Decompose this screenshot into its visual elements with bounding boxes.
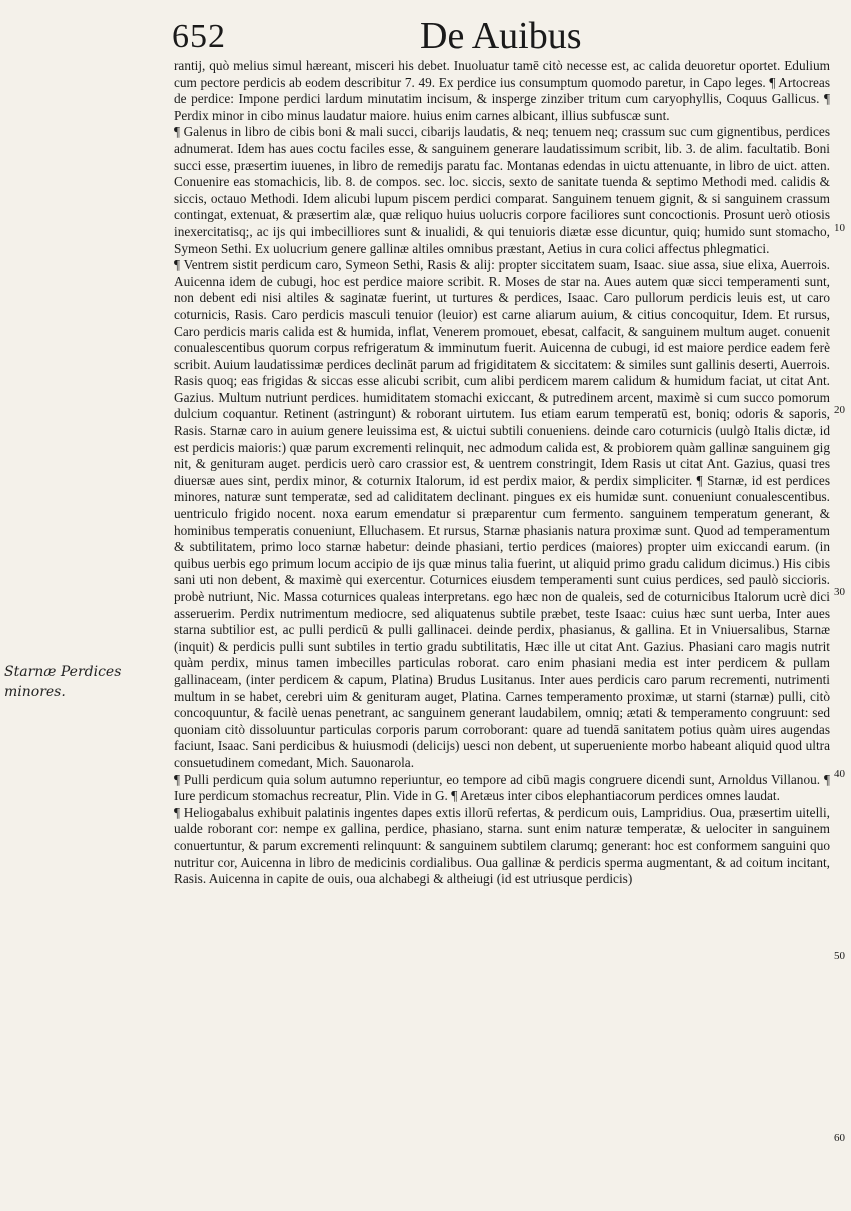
line-number: 40 — [834, 768, 845, 780]
line-number: 10 — [834, 222, 845, 234]
line-number: 20 — [834, 404, 845, 416]
paragraph: ¶ Pulli perdicum quia solum autumno reperiuntur, eo tempore ad cibū magis congruere dicendi sunt, Arnoldus Villanou. ¶ Iure perdicum stomachus recreatur, Plin. Vide in G. ¶ Aretæus inter cibos elephantiacorum perdices omnes laudat. — [174, 771, 830, 804]
line-number: 60 — [834, 1132, 845, 1144]
page-header — [172, 14, 832, 58]
paragraph: rantij, quò melius simul hæreant, misceri his debet. Inuoluatur tamē citò necesse est, ac calida deuoretur oportet. Edulium cum pectore perdicis ab eodem describitur 7. 49. Ex perdice ius consumptum quomodo paretur, in Capo leges. ¶ Artocreas de perdice: Impone perdici lardum minutatim incisum, & insperge zinziber tritum cum caryophyllis, Coquus Gallicus. ¶ Perdix minor in cibo minus laudatur maiore. huius enim carnes albicant, illius subfuscæ sunt. — [174, 58, 830, 123]
paragraph: ¶ Ventrem sistit perdicum caro, Symeon Sethi, Rasis & alij: propter siccitatem suam, Isaac. siue assa, siue elixa, Auerrois. Auicenna idem de cubugi, hoc est perdice maiore scribit. R. Moses de star na. Aues autem quæ sicci temperamenti sunt, non debent edi nisi altiles & saginatæ fuerint, ut turtures & perdices, Isaac. Caro pullorum perdicis leuis est, ut caro coturnicis, Rasis. Caro perdicis masculi tenuior (leuior) est carne aliarum auium, & citius concoquitur, Idem. Et rursus, Caro perdicis maris calida est & humida, inflat, Venerem promouet, ebesat, calfacit, & sanguinem multum auget. conuenit conualescentibus quorum corpus refrigeratum & imminutum fuerit. Auicenna de cubugi, id est maiore perdice eadem ferè scribit. Auium laudatissimæ perdices declināt parum ad frigiditatem & siccitatem: & similes sunt gallinis deserti, Auerrois. Rasis quoq; eas frigidas & siccas esse alicubi scribit, cum alibi perdicem marem calidum & humidum faciat, ut citat Ant. Gazius. Multum nutriunt perdices. humiditatem stomachi exiccant, & putredinem arcent, maximè si cum succo pomorum dulcium coquantur. Retinent (astringunt) & roborant uirtutem. Ius etiam earum temperatū est, boniq; odoris & saporis, Rasis. Starnæ caro in auium genere leuissima est, & uictui subtili conueniens. deinde caro coturnicis (uulgò Italis dictæ, id est perdicis maioris:) quæ parum excrementi relinquit, nec admodum calida est, & probiorem quàm gallinæ sanguinem gig nit, & genituram auget. perdicis uerò caro crassior est, & uentrem constringit, Idem Rasis ut citat Ant. Gazius, quasi tres diuersæ aues sint, perdix minor, & coturnix Italorum, id est perdix maior, & perdix simpliciter. ¶ Starnæ, id est perdices minores, naturæ sunt temperatæ, sed ad caliditatem declinant. pingues ex eis humidæ sunt. conueniunt conualescentibus. uentriculo frigido nocent. noxa earum emendatur si præparentur cum fermento. sanguinem temperatum generant, & hominibus temperatis conueniunt, Elluchasem. Et rursus, Starnæ phasianis natura proximæ sunt. Quod ad temperamentum & subtilitatem, primo loco starnæ habetur: deinde phasiani, tertio perdices (maiores) propter uim exiccandi earum. (in quibus uerbis ego primum locum accipio de ijs quæ minus talia fuerint, ut aliquid primo gradu calidum dicimus.) His cibis sani uti non debent, & maximè qui exercentur. Coturnices eiusdem temperamenti sunt cuius perdices, sed paulò siccioris. probè nutriunt, Nic. Massa coturnices qualeas interpretans. ego hæc non de qualeis, sed de coturnicibus Italorum ucrè dici asseruerim. Perdix nutrimentum mediocre, sed aliquatenus subtile præbet, teste Isaac: cuius hæc sunt uerba, Inter aues starna subtilior est, ac pulli perdicū & pulli gallinacei. deinde perdix, phasianus, & gallina. Et in Vniuersalibus, Starnæ (inquit) & perdicis pulli sunt subtiles in tertio gradu subtilitatis, Hæc ille ut citat Ant. Gazius. Phasiani caro magis nutrit quàm perdix, minus tamen imbecilles particulas roborat. caro enim phasiani media est inter perdicem & pullam gallinaceam, (inter perdicem & capum, Platina) Brudus Lusitanus. Inter aues perdicis caro parum recrementi, nutrimenti multum in se habet, cerebri uim & genituram auget, Platina. Carnes temperamento proximæ, ut starni (starnæ) pulli, citò concoquuntur, & facilè uenas penetrant, ac sanguinem generant laudabilem, omniq; ætati & temperamento congruunt: sed quoniam citò dissoluuntur particulas corporis parum corroborant: quare ad tuendā sanitatem potius quàm uires augendas faciunt, Isaac. Sani perdicibus & huiusmodi (delicijs) uesci non debent, ut superueniente morbo habeant aliquid quod ultra consuetudinem comedant, Mich. Sauonarola. — [174, 257, 830, 770]
running-title: De Auibus — [420, 15, 582, 57]
paragraph: ¶ Heliogabalus exhibuit palatinis ingentes dapes extis illorū refertas, & perdicum ouis, Lampridius. Oua, præsertim uitelli, ualde roborant cor: nempe ex gallina, perdice, phasiano, starna. sunt enim naturæ temperatæ, & uelociter in sanguinem conuertuntur, & parum excrementi relinquunt: & sanguinem subtilem clarumq; generant: hoc est conformem sanguini quo nutritur cor, Auicenna in libro de medicinis cordialibus. Oua gallinæ & perdicis sperma augmentant, & ad coitum incitant, Rasis. Auicenna in capite de ouis, oua alchabegi & altheiugi (id est utriusque perdicis) — [174, 804, 830, 887]
paragraph: ¶ Galenus in libro de cibis boni & mali succi, cibarijs laudatis, & neq; tenuem neq; crassum suc cum gignentibus, perdices adnumerat. Idem has aues coctu faciles esse, & sanguinem generare laudatissimum scribit, lib. 3. de alim. facultatib. Boni succi esse, præsertim iuuenes, in libro de remedijs paratu fac. Montanas edendas in uictu attenuante, in libro de uict. atten. Conuenire eas stomachicis, lib. 8. de compos. sec. loc. siccis, sexto de sanitate tuenda & septimo Methodi med. calidis & siccis, octauo Methodi. Idem alicubi lupum piscem perdici comparat. Sanguinem tenuem gignit, & si sanguinem crassum contingat, extenuat, & præsertim alæ, quæ reliquo huius uolucris corpore faciliores sunt concoctionis. Prosunt uerò otiosis inexercitatisq;, ac ijs qui imbecilliores sunt & inualidi, & qui tenuioris diætæ esse dicuntur, quiq; humido sunt stomacho, Symeon Sethi. Ex uolucrium genere gallinæ altiles omnibus præstant, Aetius in cura colici affectus phlegmatici. — [174, 124, 830, 256]
line-number: 50 — [834, 950, 845, 962]
handwritten-margin-note: Starnæ Perdices minores. — [4, 664, 122, 700]
line-number: 30 — [834, 586, 845, 598]
page-number: 652 — [172, 18, 226, 55]
main-text-column — [174, 58, 830, 888]
